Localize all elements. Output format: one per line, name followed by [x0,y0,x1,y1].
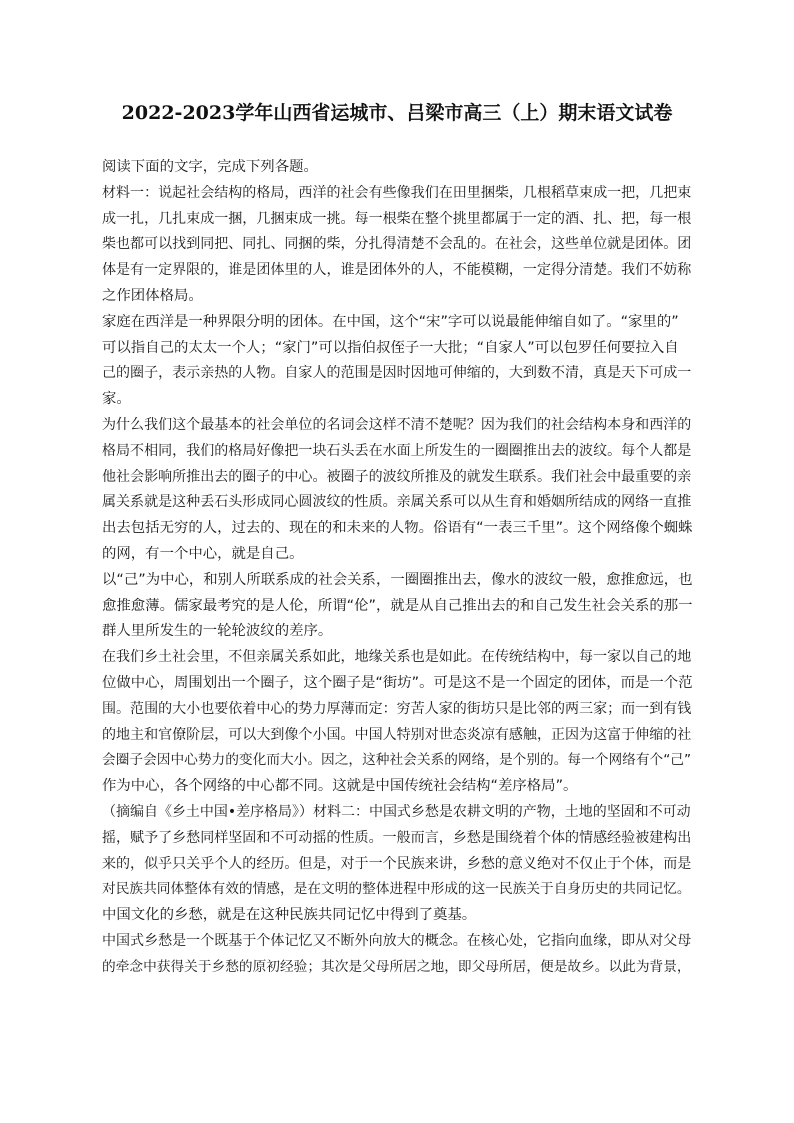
text-line: 阅读下面的文字，完成下列各题。 [102,159,318,175]
text-line: 在我们乡土社会里，不但亲属关系如此，地缘关系也是如此。在传统结构中，每一家以自己的地 [102,649,692,666]
text-line: 群人里所发生的一轮轮波纹的差序。 [102,623,333,640]
text-line: 属关系就是这种丢石头形成同心圆波纹的性质。亲属关系可以从生育和婚姻所结成的网络一直推 [102,494,692,511]
text-line: 来的，似乎只关乎个人的经历。但是，对于一个民族来讲，乡愁的意义绝对不仅止于个体，而是 [102,855,692,872]
text-line: 柴也都可以找到同把、同扎、同捆的柴，分扎得清楚不会乱的。在社会，这些单位就是团体。团 [102,236,692,253]
text-line: 作为中心，各个网络的中心都不同。这就是中国传统社会结构“差序格局”。 [102,778,578,795]
text-line: 出去包括无穷的人，过去的、现在的和未来的人物。俗语有“一表三千里”。这个网络像个蜘蛛 [102,520,693,537]
text-line: 围。范围的大小也要依着中心的势力厚薄而定：穷苦人家的街坊只是比邻的两三家；而一到有钱 [102,700,692,717]
text-line: 中国式乡愁是一个既基于个体记忆又不断外向放大的概念。在核心处，它指向血缘，即从对父母 [102,932,692,949]
text-line: 体是有一定界限的，谁是团体里的人，谁是团体外的人，不能模糊，一定得分清楚。我们不妨称 [102,262,692,279]
text-line: 他社会影响所推出去的圈子的中心。被圈子的波纹所推及的就发生联系。我们社会中最重要的亲 [102,468,692,485]
text-line: 中国文化的乡愁，就是在这种民族共同记忆中得到了奠基。 [102,907,477,924]
text-line: 愈推愈薄。儒家最考究的是人伦，所谓“伦”，就是从自己推出去的和自己发生社会关系的那一 [102,597,693,614]
text-line: 可以指自己的太太一个人；“家门”可以指伯叔侄子一大批；“自家人”可以包罗任何要拉入自 [102,339,679,356]
text-line: 家庭在西洋是一种界限分明的团体。在中国，这个“宋”字可以说最能伸缩自如了。“家里的” [102,313,679,330]
text-line: 材料一：说起社会结构的格局，西洋的社会有些像我们在田里捆柴，几根稻草束成一把，几把束 [102,184,692,201]
text-line: 的牵念中获得关于乡愁的原初经验；其次是父母所居之地，即父母所居，便是故乡。以此为背景， [102,958,691,975]
text-line: 以“己”为中心，和别人所联系成的社会关系，一圈圈推出去，像水的波纹一般，愈推愈远，也 [102,571,693,588]
text-line: 成一扎，几扎束成一捆，几捆束成一挑。每一根柴在整个挑里都属于一定的酒、扎、把，每一根 [102,210,692,227]
text-line: 格局不相同，我们的格局好像把一块石头丢在水面上所发生的一圈圈推出去的波纹。每个人都是 [102,442,692,459]
text-line: 会圈子会因中心势力的变化而大小。因之，这种社会关系的网络，是个别的。每一个网络有个“己” [102,752,692,769]
document-title: 2022-2023学年山西省运城市、吕梁市高三（上）期末语文试卷 [121,102,673,124]
text-line: 己的圈子，表示亲热的人物。自家人的范围是因时因地可伸缩的，大到数不清，真是天下可成一 [102,365,692,382]
text-line: 摇，赋予了乡愁同样坚固和不可动摇的性质。一般而言，乡愁是围绕着个体的情感经验被建构出 [102,829,692,846]
text-line: 之作团体格局。 [102,287,203,304]
text-line: 对民族共同体整体有效的情感，是在文明的整体进程中形成的这一民族关于自身历史的共同记忆。 [102,881,691,898]
text-line: 为什么我们这个最基本的社会单位的名词会这样不清不楚呢？因为我们的社会结构本身和西洋的 [102,416,692,433]
text-line: 家。 [102,391,131,408]
text-line: 位做中心，周围划出一个圈子，这个圈子是“街坊”。可是这不是一个固定的团体，而是一个范 [102,674,693,691]
text-line: 的地主和官僚阶层，可以大到像个小国。中国人特别对世态炎凉有感触，正因为这富于伸缩的社 [102,726,692,743]
text-line: （摘编自《乡土中国•差序格局》）材料二：中国式乡愁是农耕文明的产物，土地的坚固和不可动 [102,803,691,820]
document-body [102,155,694,981]
text-line: 的网，有一个中心，就是自己。 [102,545,304,562]
